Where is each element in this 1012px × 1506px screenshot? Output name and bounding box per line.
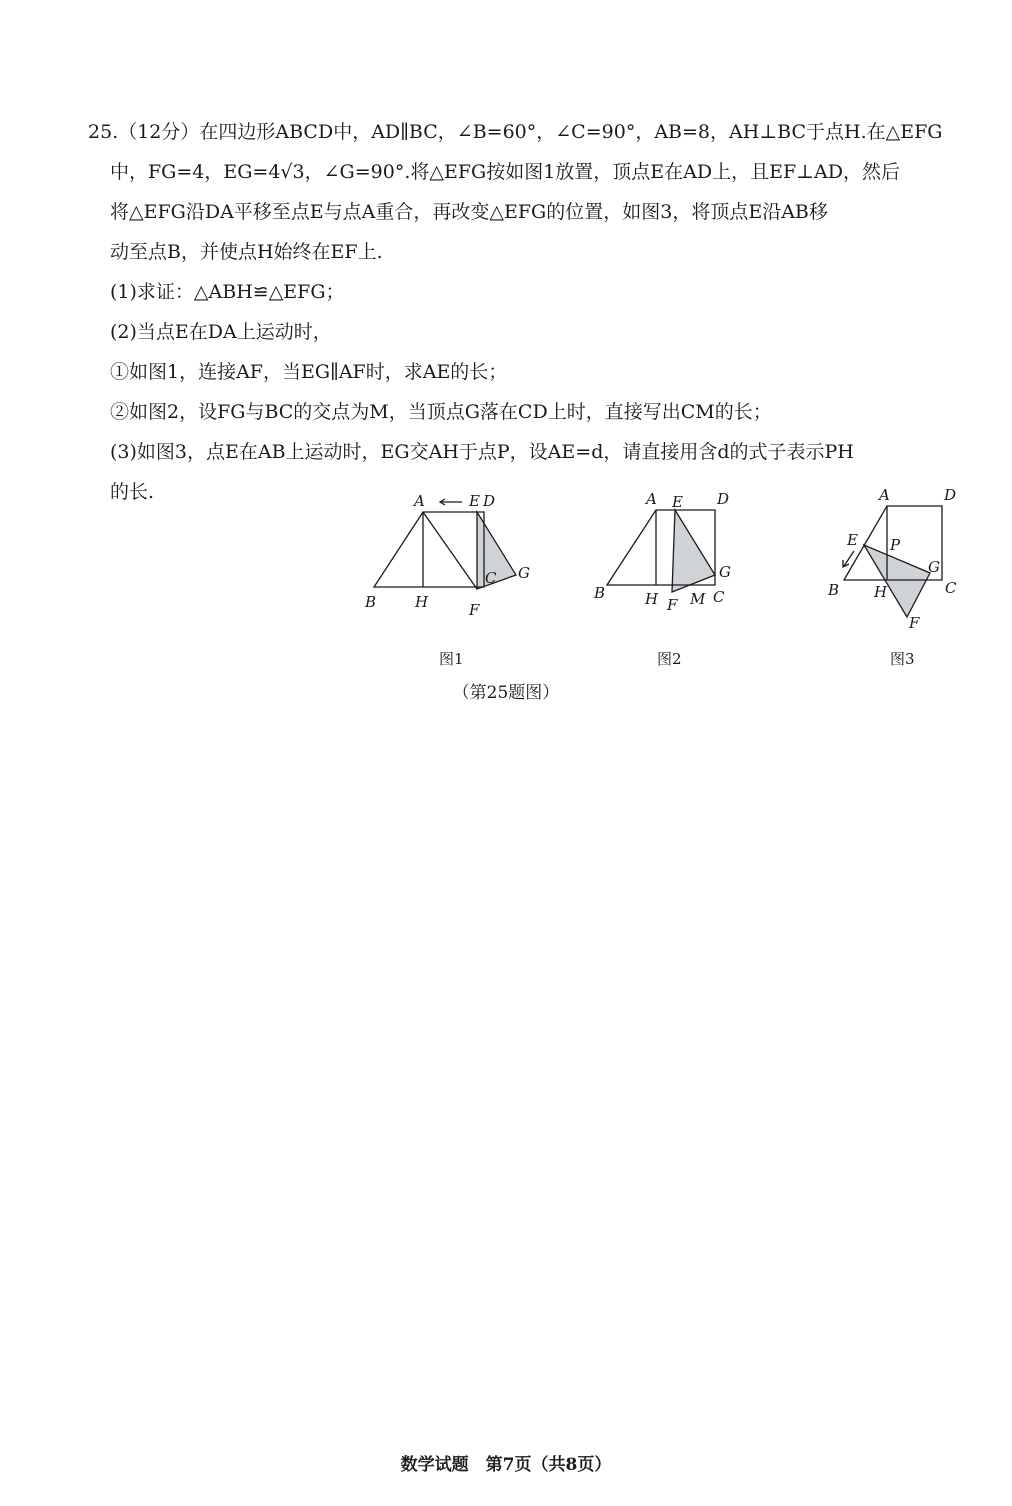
problem-line: 25.（12分）在四边形ABCD中，AD∥BC，∠B=60°，∠C=90°，AB=8，AH⊥BC于点H.在△EFG (88, 121, 943, 143)
label-g-fig3: G (928, 558, 940, 576)
part-1: (1)求证：△ABH≌△EFG； (110, 281, 345, 303)
label-a-fig2: A (646, 490, 657, 508)
triangle-efg-fig3 (864, 545, 930, 617)
caption-figure-1: 图1 (439, 650, 464, 668)
label-a-fig1: A (414, 492, 425, 510)
label-m-fig2: M (690, 590, 706, 608)
part-3: (3)如图3，点E在AB上运动时，EG交AH于点P，设AE=d，请直接用含d的式子表示PH (110, 441, 854, 463)
label-d-fig1: D (483, 492, 496, 510)
label-e-fig2: E (672, 493, 683, 511)
figure-2 (607, 510, 715, 592)
caption-figure-2: 图2 (657, 650, 682, 668)
label-p-fig3: P (890, 536, 901, 554)
problem-25 (88, 112, 978, 512)
label-h-fig3: H (874, 583, 888, 601)
segment-af-fig1 (423, 512, 477, 589)
label-b-fig3: B (828, 581, 840, 599)
page-footer: 数学试题 第7页（共8页） (400, 1455, 612, 1475)
label-e-fig3: E (847, 531, 858, 549)
label-c-fig1: C (485, 569, 497, 587)
part-3-cont: 的长. (110, 481, 155, 503)
part-2-2: ②如图2，设FG与BC的交点为M，当顶点G落在CD上时，直接写出CM的长； (110, 401, 772, 423)
label-g-fig1: G (518, 564, 530, 582)
label-b-fig2: B (594, 584, 606, 602)
figure-title: （第25题图） (452, 683, 560, 703)
label-e-fig1: E (469, 492, 480, 510)
problem-line: 动至点B，并使点H始终在EF上. (110, 241, 383, 263)
problem-line: 将△EFG沿DA平移至点E与点A重合，再改变△EFG的位置，如图3，将顶点E沿AB移 (110, 201, 828, 223)
triangle-efg-fig2 (672, 510, 715, 592)
label-d-fig3: D (944, 486, 957, 504)
label-g-fig2: G (719, 563, 731, 581)
label-f-fig3: F (909, 614, 920, 632)
part-2: (2)当点E在DA上运动时， (110, 321, 332, 343)
label-d-fig2: D (717, 490, 730, 508)
label-f-fig2: F (667, 596, 678, 614)
label-b-fig1: B (365, 593, 377, 611)
label-h-fig2: H (645, 590, 659, 608)
triangle-efg-fig1 (477, 512, 516, 589)
caption-figure-3: 图3 (890, 650, 915, 668)
part-2-1: ①如图1，连接AF，当EG∥AF时，求AE的长； (110, 361, 508, 383)
label-a-fig3: A (879, 486, 890, 504)
label-c-fig2: C (713, 588, 725, 606)
label-h-fig1: H (415, 593, 429, 611)
problem-line: 中，FG=4，EG=4√3，∠G=90°.将△EFG按如图1放置，顶点E在AD上，且EF⊥AD，然后 (110, 161, 900, 183)
label-f-fig1: F (469, 601, 480, 619)
move-arrow-fig3 (844, 551, 854, 566)
label-c-fig3: C (945, 579, 957, 597)
